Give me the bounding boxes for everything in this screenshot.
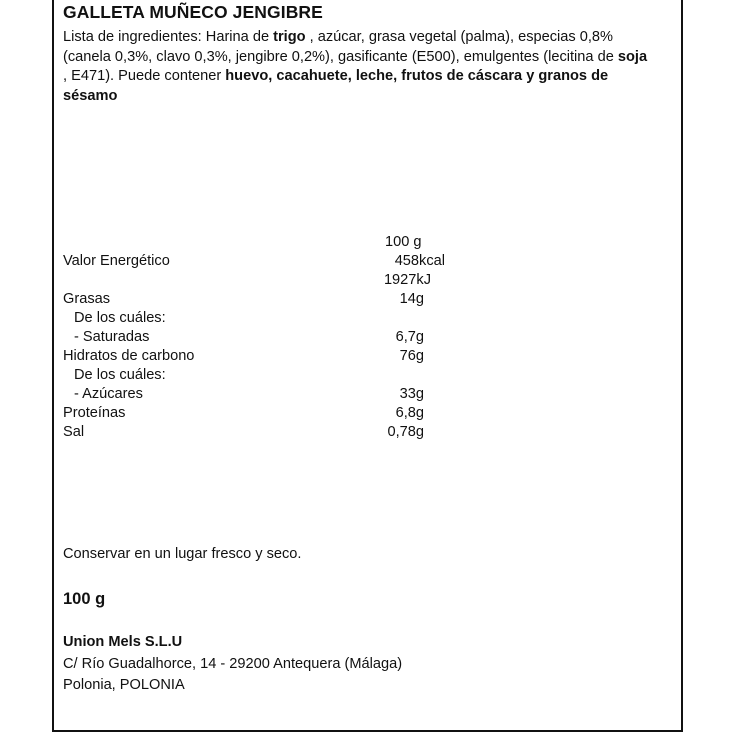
nutrition-header: 100 g — [385, 234, 422, 250]
product-title: GALLETA MUÑECO JENGIBRE — [63, 2, 323, 22]
saturated-value: 6,7g — [395, 329, 424, 345]
saturated-label: - Saturadas — [74, 329, 150, 345]
company-country: Polonia, POLONIA — [63, 677, 185, 693]
energy-kcal: 458kcal — [394, 253, 445, 269]
company-address: C/ Río Guadalhorce, 14 - 29200 Antequera (Málaga) — [63, 656, 403, 672]
fat-value: 14g — [399, 291, 424, 307]
net-weight: 100 g — [63, 590, 106, 608]
sugars-label: - Azúcares — [74, 386, 143, 402]
energy-label: Valor Energético — [63, 253, 170, 269]
fat-of-which: De los cuáles: — [74, 310, 166, 326]
company-name: Union Mels S.L.U — [63, 634, 183, 650]
salt-value: 0,78g — [387, 424, 424, 440]
allergen-traces: huevo, cacahuete, leche, frutos de cáscara y granos de sésamo — [63, 68, 609, 104]
carbs-label: Hidratos de carbono — [63, 348, 195, 364]
sugars-value: 33g — [399, 386, 424, 402]
fat-label: Grasas — [63, 291, 111, 307]
ingredients-text-1: Lista de ingredientes: Harina de — [63, 29, 274, 45]
protein-value: 6,8g — [395, 405, 424, 421]
carbs-value: 76g — [399, 348, 424, 364]
ingredients-list — [63, 28, 653, 106]
storage-instructions: Conservar en un lugar fresco y seco. — [63, 546, 302, 562]
carbs-of-which: De los cuáles: — [74, 367, 166, 383]
protein-label: Proteínas — [63, 405, 126, 421]
ingredients-text-3: , E471). Puede contener — [63, 68, 226, 84]
allergen-soy: soja — [617, 48, 648, 65]
allergen-wheat: trigo — [273, 29, 306, 45]
salt-label: Sal — [63, 424, 85, 440]
ingredients-text-2: , azúcar, grasa vegetal (palma), especias 0,8% (canela 0,3%, clavo 0,3%, jengibre 0,2%), gasificante (E500), emulgentes (lecitina de — [63, 29, 618, 65]
energy-kj: 1927kJ — [383, 272, 431, 288]
